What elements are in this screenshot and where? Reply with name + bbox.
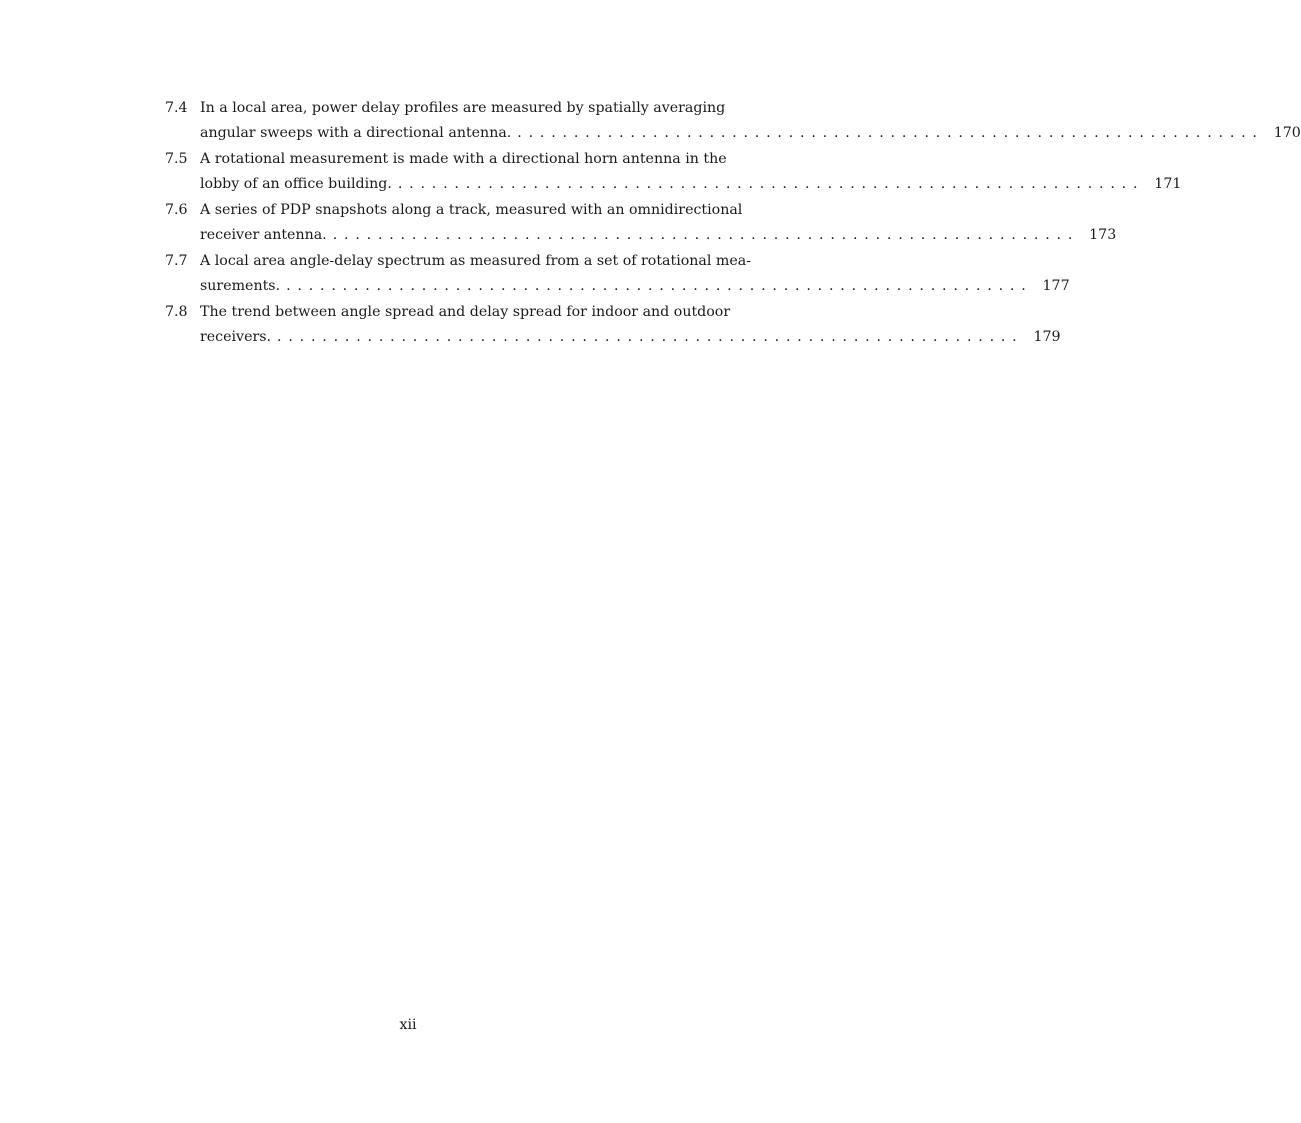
figure-number: 7.8 [165, 304, 188, 320]
figure-caption-line1: A local area angle-delay spectrum as measured from a set of rotational mea- [200, 253, 752, 269]
figure-entry[interactable] [165, 300, 1061, 350]
figure-entry[interactable] [165, 198, 1117, 248]
figure-caption-line1: A series of PDP snapshots along a track, measured with an omnidirectional [200, 202, 743, 218]
figure-caption-line1: A rotational measurement is made with a directional horn antenna in the [200, 151, 727, 167]
figure-entry[interactable] [165, 96, 1301, 146]
figure-caption-line1: In a local area, power delay profiles are measured by spatially averaging [200, 100, 726, 116]
figure-number: 7.7 [165, 253, 188, 269]
figure-entry[interactable] [165, 249, 1070, 299]
figure-number: 7.5 [165, 151, 188, 167]
figure-page-number: 179 [1033, 329, 1061, 345]
dot-leader: .................................................................. [277, 329, 1024, 345]
figure-page-number: 177 [1042, 278, 1070, 294]
list-of-figures [165, 96, 1301, 351]
figure-caption-line2: lobby of an office building. [200, 176, 392, 192]
figure-page-number: 170 [1273, 125, 1301, 141]
figure-caption-line1: The trend between angle spread and delay spread for indoor and outdoor [200, 304, 731, 320]
figure-caption-line2: angular sweeps with a directional antenna. [200, 125, 512, 141]
figure-caption-line2: surements. [200, 278, 281, 294]
figure-entry[interactable] [165, 147, 1182, 197]
figure-number: 7.6 [165, 202, 188, 218]
figure-caption-line2: receiver antenna. [200, 227, 327, 243]
dot-leader: .................................................................. [286, 278, 1033, 294]
dot-leader: .................................................................. [397, 176, 1145, 192]
dot-leader: .................................................................. [332, 227, 1080, 243]
dot-leader: .................................................................. [517, 125, 1264, 141]
figure-page-number: 173 [1089, 227, 1117, 243]
page-number-footer: xii [399, 1017, 417, 1033]
figure-number: 7.4 [165, 100, 188, 116]
figure-caption-line2: receivers. [200, 329, 272, 345]
figure-page-number: 171 [1154, 176, 1182, 192]
